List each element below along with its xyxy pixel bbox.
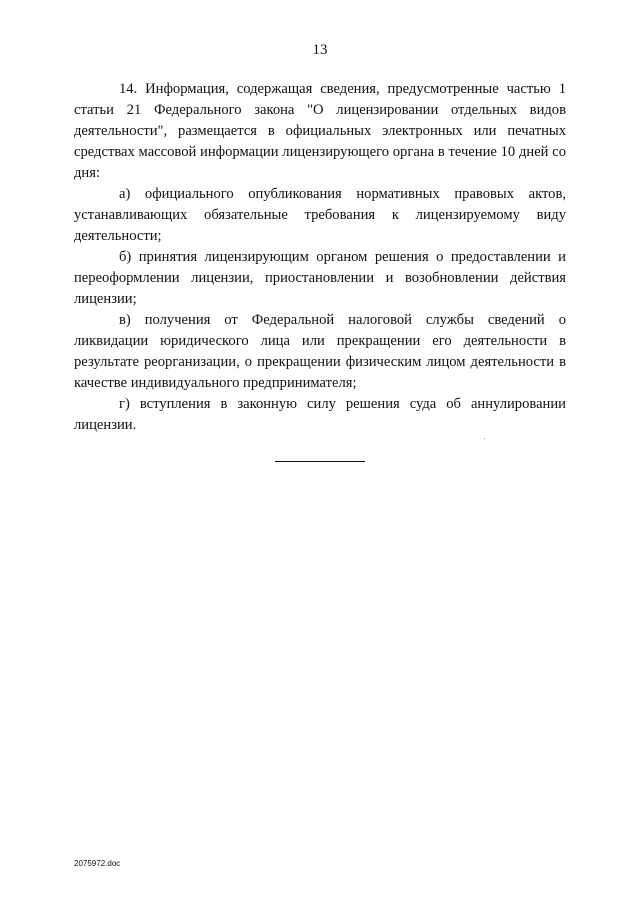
subparagraph-v: в) получения от Федеральной налоговой службы сведений о ликвидации юридического лица или прекращении его деятельности в результате реорганизации, о прекращении физическим лицом деятельности в качестве индивидуального предпринимателя;	[74, 312, 566, 391]
subparagraph-a: а) официального опубликования нормативных правовых актов, устанавливающих обязательные требования к лицензируемому виду деятельности;	[74, 186, 566, 244]
paragraph-item-14: 14. Информация, содержащая сведения, предусмотренные частью 1 статьи 21 Федерального закона "О лицензировании отдельных видов деятельности", размещается в официальных электронных или печатных средствах массовой информации лицензирующего органа в течение 10 дней со дня:	[74, 81, 566, 181]
document-body	[74, 79, 566, 436]
page-number: 13	[312, 42, 328, 58]
subparagraph-b: б) принятия лицензирующим органом решения о предоставлении и переоформлении лицензии, приостановлении и возобновлении действия лицензии;	[74, 249, 566, 307]
end-of-text-divider	[275, 461, 365, 462]
scan-speck	[484, 438, 485, 439]
subparagraph-g: г) вступления в законную силу решения суда об аннулировании лицензии.	[74, 396, 566, 433]
footer-filename: 2075972.doc	[74, 859, 121, 868]
